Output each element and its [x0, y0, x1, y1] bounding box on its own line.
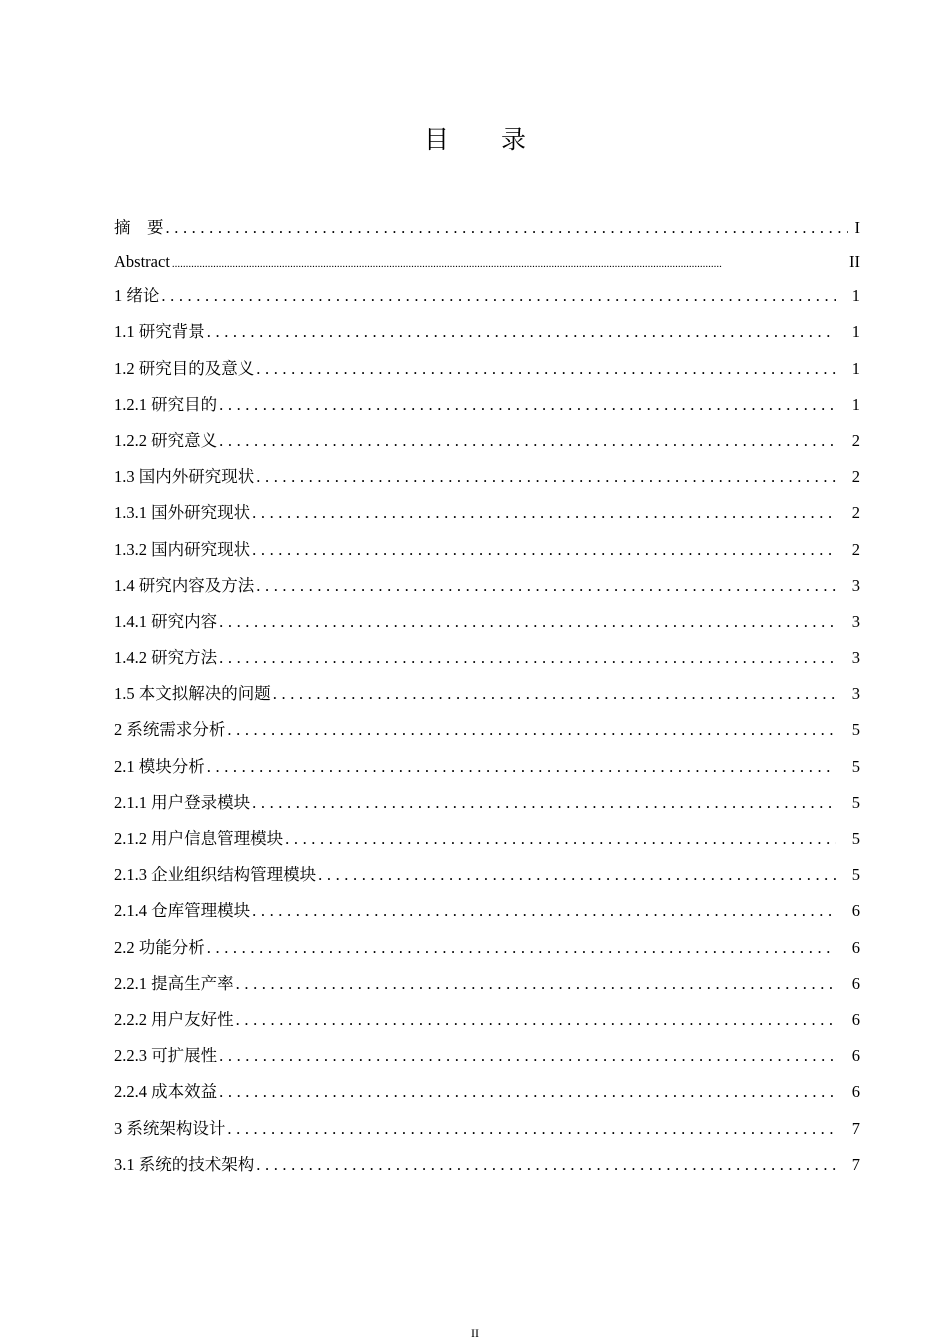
toc-entry[interactable] — [114, 857, 860, 893]
toc-leader-dots — [161, 278, 836, 314]
toc-leader-dots — [219, 604, 836, 640]
toc-entry[interactable] — [114, 785, 860, 821]
toc-entry-page-number: 3 — [851, 684, 860, 704]
toc-entry[interactable] — [114, 387, 860, 423]
toc-leader-dots — [252, 893, 836, 929]
toc-entry[interactable] — [114, 568, 860, 604]
toc-entry-label: 1.2.1 研究目的 — [114, 394, 218, 414]
toc-entry-label: Abstract — [114, 252, 170, 272]
toc-entry[interactable] — [114, 821, 860, 857]
toc-leader-dots — [219, 423, 836, 459]
toc-leader-dots — [172, 248, 847, 280]
toc-entry[interactable] — [114, 930, 860, 966]
toc-entry-page-number: 2 — [851, 503, 860, 523]
toc-leader-dots — [219, 387, 836, 423]
toc-leader-dots — [273, 676, 836, 712]
toc-leader-dots — [227, 1111, 836, 1147]
toc-entry-label: 2.1.3 企业组织结构管理模块 — [114, 865, 317, 885]
toc-entry-page-number: 1 — [851, 394, 860, 414]
toc-leader-dots — [236, 1002, 836, 1038]
toc-leader-dots — [219, 640, 836, 676]
toc-entry[interactable] — [114, 712, 860, 748]
toc-entry-label: 2.1.4 仓库管理模块 — [114, 901, 251, 921]
toc-entry-label: 2.1.1 用户登录模块 — [114, 792, 251, 812]
toc-entry-page-number: 6 — [851, 901, 860, 921]
toc-leader-dots — [252, 785, 836, 821]
toc-entry-page-number: II — [849, 252, 860, 272]
toc-entry[interactable] — [114, 532, 860, 568]
toc-entry-label: 2.2.2 用户友好性 — [114, 1009, 234, 1029]
toc-entry-label: 1.5 本文拟解决的问题 — [114, 684, 271, 704]
toc-entry-label: 1.3.1 国外研究现状 — [114, 503, 251, 523]
toc-entry-page-number: 7 — [851, 1118, 860, 1138]
toc-entry-label: 2.1 模块分析 — [114, 756, 205, 776]
toc-leader-dots — [252, 495, 836, 531]
toc-entry-label: 2.1.2 用户信息管理模块 — [114, 829, 284, 848]
toc-entry-label: 3 系统架构设计 — [114, 1118, 226, 1138]
toc-entry-page-number: 3 — [851, 575, 860, 595]
toc-entry-label: 1.3 国内外研究现状 — [114, 467, 255, 487]
toc-entry[interactable] — [114, 1002, 860, 1038]
toc-entry[interactable] — [114, 314, 860, 350]
toc-entry[interactable] — [114, 640, 860, 676]
toc-entry-label: 3.1 系统的技术架构 — [114, 1154, 255, 1174]
toc-entry-page-number: 6 — [851, 1082, 860, 1102]
toc-entry-page-number: 5 — [851, 720, 860, 740]
toc-leader-dots — [252, 532, 836, 568]
toc-entry-label: 2.2 功能分析 — [114, 937, 205, 957]
toc-entry-page-number: 2 — [851, 539, 860, 559]
toc-entry-label: 1.3.2 国内研究现状 — [114, 539, 251, 559]
toc-entry[interactable] — [114, 423, 860, 459]
toc-entry-page-number: 1 — [851, 286, 860, 306]
toc-entry-page-number: 7 — [851, 1154, 860, 1174]
toc-entry-page-number: 1 — [851, 358, 860, 378]
toc-entry-page-number: 6 — [851, 937, 860, 957]
toc-leader-dots — [256, 568, 836, 604]
toc-entry[interactable] — [114, 1074, 860, 1110]
toc-entry-label: 1.1 研究背景 — [114, 322, 205, 342]
footer-page-number: II — [471, 1326, 479, 1340]
toc-entry-label: 1.4.1 研究内容 — [114, 611, 218, 631]
toc-leader-dots — [256, 459, 836, 495]
toc-entry-label: 1.2.2 研究意义 — [114, 430, 218, 450]
toc-entry[interactable] — [114, 246, 860, 278]
toc-leader-dots — [285, 821, 836, 857]
toc-entry-label: 2.2.4 成本效益 — [114, 1082, 218, 1102]
toc-entry-page-number: 5 — [851, 792, 860, 812]
toc-leader-dots — [227, 712, 836, 748]
toc-entry-label: 1 绪论 — [114, 286, 160, 306]
toc-leader-dots — [256, 1147, 836, 1183]
toc-entry-page-number: 2 — [851, 430, 860, 450]
toc-entry[interactable] — [114, 351, 860, 387]
toc-leader-dots — [318, 857, 836, 893]
toc-entry-page-number: 6 — [851, 973, 860, 993]
toc-entry[interactable] — [114, 210, 860, 246]
toc-leader-dots — [207, 314, 836, 350]
toc-leader-dots — [207, 749, 836, 785]
toc-entry-label: 1.4 研究内容及方法 — [114, 575, 255, 595]
toc-leader-dots — [219, 1074, 836, 1110]
toc-entry-page-number: 1 — [851, 322, 860, 342]
toc-entry-page-number: 5 — [851, 865, 860, 885]
toc-entry[interactable] — [114, 676, 860, 712]
toc-leader-dots — [219, 1038, 836, 1074]
page-title: 目 录 — [424, 125, 548, 154]
table-of-contents — [114, 210, 860, 1183]
toc-entry[interactable] — [114, 495, 860, 531]
toc-entry-page-number: 3 — [851, 611, 860, 631]
toc-entry[interactable] — [114, 278, 860, 314]
toc-leader-dots — [166, 210, 849, 246]
toc-entry-page-number: 6 — [851, 1046, 860, 1066]
toc-leader-dots — [256, 351, 836, 387]
toc-entry[interactable] — [114, 1147, 860, 1183]
toc-entry[interactable] — [114, 749, 860, 785]
toc-leader-dots — [236, 966, 836, 1002]
toc-entry[interactable] — [114, 459, 860, 495]
toc-entry-page-number: 2 — [851, 467, 860, 487]
toc-entry-page-number: I — [854, 218, 860, 237]
toc-leader-dots — [207, 930, 836, 966]
toc-entry-label: 1.4.2 研究方法 — [114, 648, 218, 668]
toc-entry[interactable] — [114, 893, 860, 929]
toc-entry-page-number: 5 — [851, 829, 860, 848]
toc-entry-label: 2 系统需求分析 — [114, 720, 226, 740]
toc-entry-label: 2.2.3 可扩展性 — [114, 1046, 218, 1066]
toc-entry-label: 1.2 研究目的及意义 — [114, 358, 255, 378]
toc-entry-label: 摘 要 — [114, 218, 164, 237]
toc-entry-page-number: 3 — [851, 648, 860, 668]
toc-entry[interactable] — [114, 604, 860, 640]
toc-entry[interactable] — [114, 1038, 860, 1074]
toc-entry[interactable] — [114, 966, 860, 1002]
toc-entry-page-number: 5 — [851, 756, 860, 776]
toc-entry[interactable] — [114, 1111, 860, 1147]
toc-entry-label: 2.2.1 提高生产率 — [114, 973, 234, 993]
toc-entry-page-number: 6 — [851, 1009, 860, 1029]
